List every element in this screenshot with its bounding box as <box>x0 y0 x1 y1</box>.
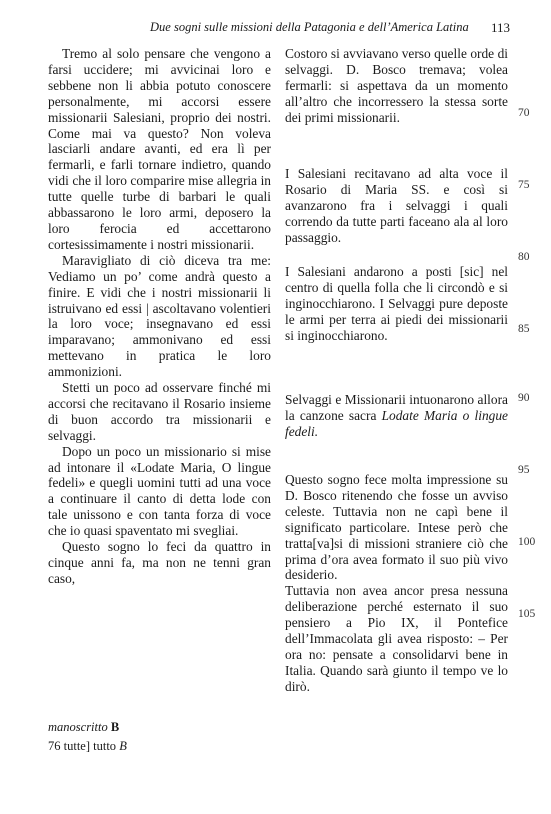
line-number: 90 <box>518 392 530 404</box>
left-paragraph-3: Stetti un poco ad osservare finché mi accorsi che recitavano il Rosario insieme di buon accordo tra missionarii e selvaggi. <box>48 380 271 443</box>
manuscript-siglum: B <box>110 720 120 734</box>
right-block-3: I Salesiani andarono a posti [sic] nel centro di quella folla che li circondò e si inginocchiarono. I Selvaggi pure deposte le armi per terra ai piedi dei missionarii si inginocchiarono. <box>285 264 508 343</box>
manuscript-line <box>48 718 127 737</box>
left-paragraph-2: Maravigliato di ciò diceva tra me: Vediamo un po’ come andrà questo a finire. E vidi che i nostri missionarii li istruivano ed essi | ascoltavano volentieri la loro voce; insegnavano ed essi imparavano; ammonivano ed essi mettevano in pratica le loro ammonizioni. <box>48 252 271 380</box>
manuscript-label: manoscritto <box>48 720 108 734</box>
running-header <box>150 20 510 35</box>
left-paragraph-5: Questo sogno lo feci da quattro in cinque anni fa, ma non ne tenni gran caso, <box>48 539 271 586</box>
line-number: 75 <box>518 179 530 191</box>
right-block-2: I Salesiani recitavano ad alta voce il Rosario di Maria SS. e così si avanzarono fra i selvaggi i quali correndo da tutte parti faceano ala al loro passaggio. <box>285 166 508 245</box>
right-block-4-text: Selvaggi e Missionarii intuonarono allora la canzone sacra <box>285 392 508 423</box>
right-block-5b: Tuttavia non avea ancor presa nessuna deliberazione perché esternato il suo pensiero a Pio IX, il Pontefice dell’Immacolata gli avea risposto: – Per ora no: pensate a consolidarvi bene in Italia. Quando sarà giunto il tempo ve lo dirò. <box>285 583 508 694</box>
variant-note-text: 76 tutte] tutto <box>48 739 117 753</box>
right-block-4-italic: Lodate Maria o lingue fedeli. <box>285 407 508 439</box>
variant-note <box>48 737 127 756</box>
right-block-4 <box>285 392 508 440</box>
left-paragraph-4: Dopo un poco un missionario si mise ad intonare il «Lodate Maria, O lingue fedeli» e quegli uomini tutti ad una voce a continuare il canto di detta lode con tale unissono e con tanta forza di voce che io quasi spaventato mi svegliai. <box>48 443 271 539</box>
right-block-5 <box>285 472 508 695</box>
right-block-1: Costoro si avviavano verso quelle orde di selvaggi. D. Bosco tremava; volea fermarli: si aspettava da un momento all’altro che incorressero la stessa sorte dei primi missionarii. <box>285 46 508 125</box>
running-title: Due sogni sulle missioni della Patagonia e dell’America Latina <box>150 20 469 34</box>
line-number: 80 <box>518 251 530 263</box>
apparatus-footer <box>48 718 127 756</box>
left-paragraph-1: Tremo al solo pensare che vengono a farsi uccidere; mi avvicinai loro e sebbene non li abbia potuto conoscere personalmente, mi accorsi essere missionarii Salesiani, proprio dei nostri. Come mai va questo? Non voleva lasciarli andare avanti, ed era lì per fermarli, e farli tornare indietro, quando vidi che il loro comparire mise allegria in tutte quelle turbe di barbari le quali abbassarono le loro armi, deposero la loro ferocia ed accettarono cortesissimamente i nostri missionarii. <box>48 46 271 252</box>
left-column <box>48 46 271 587</box>
line-number: 85 <box>518 323 530 335</box>
page-number: 113 <box>490 20 510 35</box>
line-number: 105 <box>518 608 536 620</box>
line-number: 100 <box>518 536 536 548</box>
right-block-5a: Questo sogno fece molta impressione su D. Bosco ritenendo che fosse un avviso celeste. Tuttavia non ne capì bene il significato particolare. Intese però che tratta[va]si di missioni straniere ciò che prima d’ora avea formato il suo più vivo desiderio. <box>285 472 508 583</box>
line-number: 70 <box>518 107 530 119</box>
line-number: 95 <box>518 464 530 476</box>
variant-note-siglum: B <box>119 739 127 753</box>
